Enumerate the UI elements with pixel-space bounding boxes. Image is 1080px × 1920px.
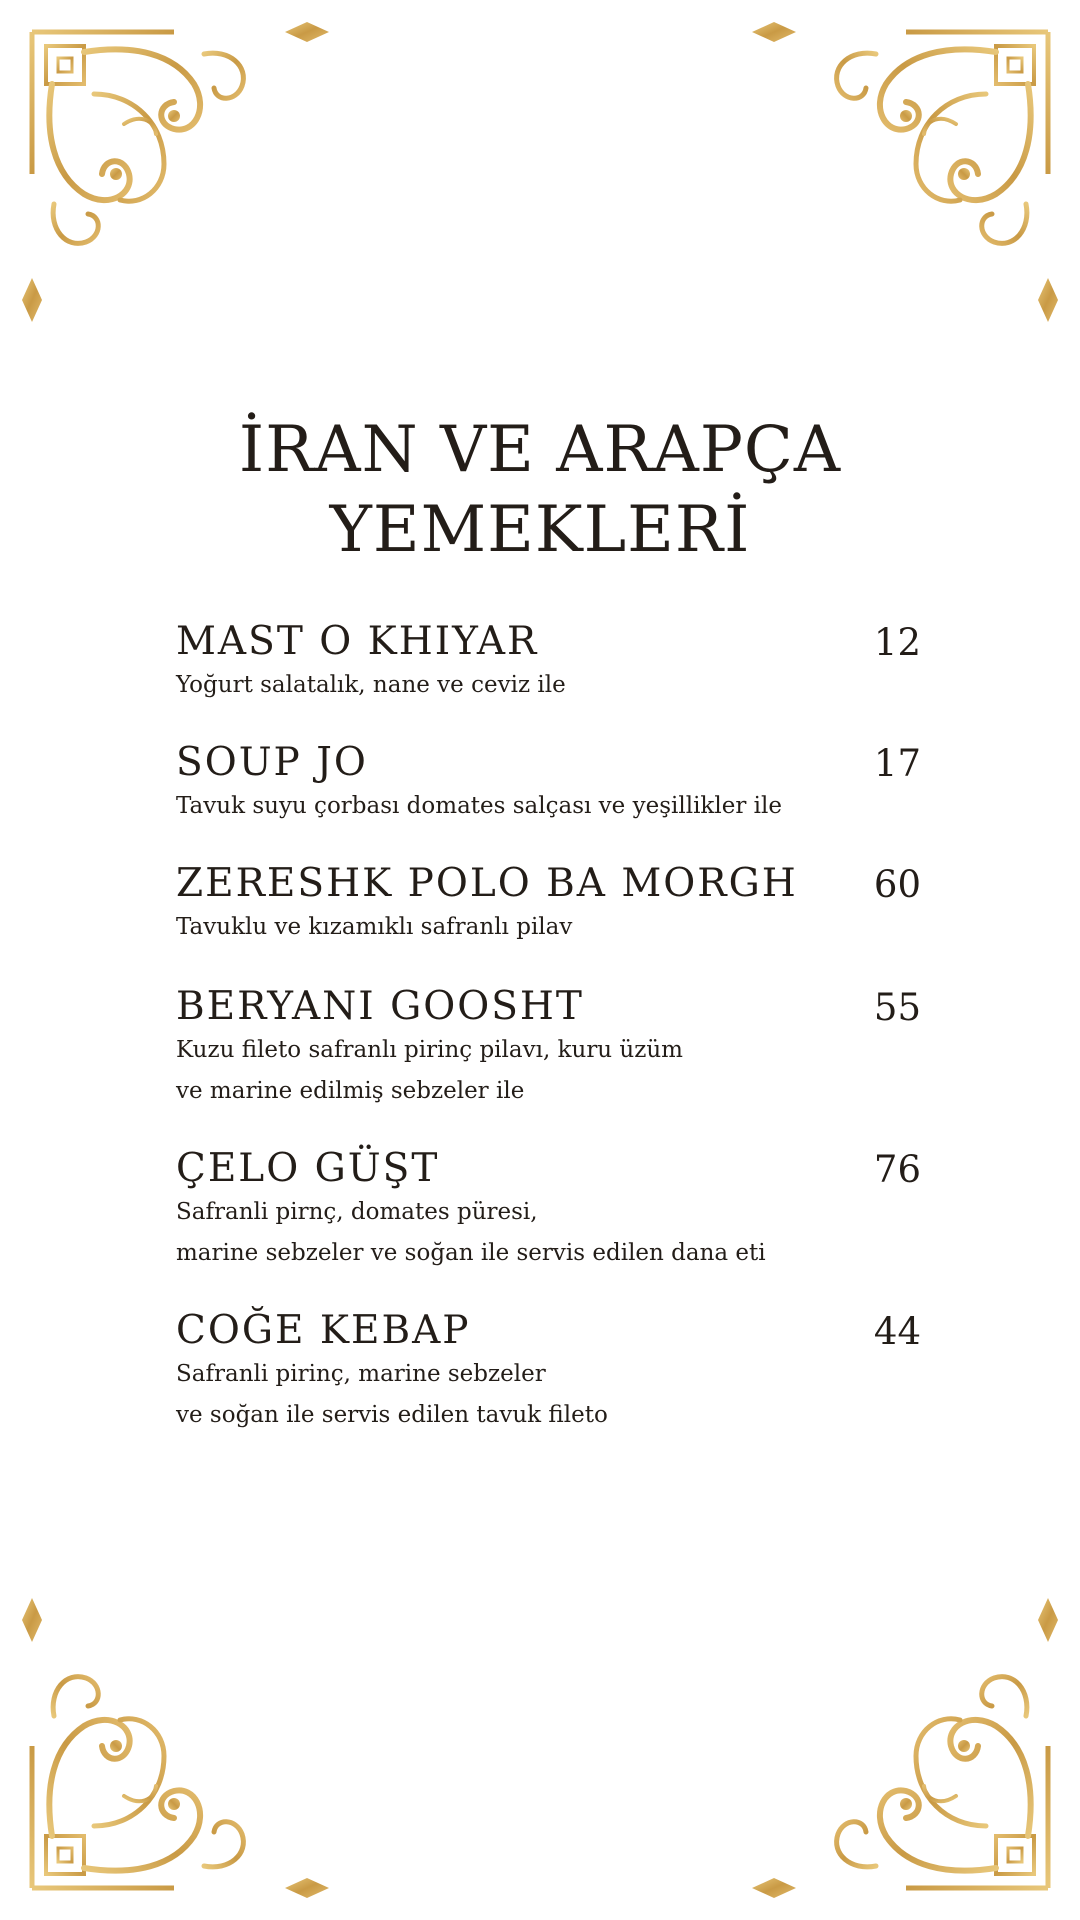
menu-item-description: Tavuk suyu çorbası domates salçası ve yeşillikler ile (176, 793, 782, 819)
diamond-icon (1038, 1598, 1058, 1642)
menu-item-description: Safranli pirinç, marine sebzeler (176, 1361, 546, 1387)
menu-item-description: Yoğurt salatalık, nane ve ceviz ile (176, 672, 566, 698)
diamond-icon (22, 1598, 42, 1642)
menu-item-price: 76 (873, 1148, 921, 1191)
diamond-icon (752, 1878, 796, 1898)
diamond-icon (285, 1878, 329, 1898)
diamond-icon (1038, 278, 1058, 322)
diamond-icon (22, 278, 42, 322)
menu-item-name: ZERESHK POLO BA MORGH (176, 861, 798, 906)
menu-item-price: 17 (873, 742, 921, 785)
menu-item-price: 12 (873, 621, 921, 664)
menu-item-name: MAST O KHIYAR (176, 619, 539, 664)
menu-item-description: Kuzu fileto safranlı pirinç pilavı, kuru üzüm (176, 1037, 683, 1063)
menu-item-description: Safranli pirnç, domates püresi, (176, 1199, 538, 1225)
page-title-line-1: İRAN VE ARAPÇA (238, 413, 842, 487)
menu-item-price: 55 (873, 986, 921, 1029)
menu-item-price: 44 (873, 1310, 921, 1353)
menu-item-price: 60 (873, 863, 921, 906)
diamond-icon (285, 22, 329, 42)
menu-item-description: marine sebzeler ve soğan ile servis edilen dana eti (176, 1240, 766, 1266)
menu-item-name: BERYANI GOOSHT (176, 984, 584, 1029)
menu-item-description: Tavuklu ve kızamıklı safranlı pilav (176, 914, 573, 940)
diamond-icon (752, 22, 796, 42)
ornate-scroll-corner-icon (32, 1677, 243, 1888)
menu-item-description: ve marine edilmiş sebzeler ile (176, 1078, 525, 1104)
ornate-scroll-corner-icon (837, 1677, 1048, 1888)
menu-item-description: ve soğan ile servis edilen tavuk fileto (176, 1402, 608, 1428)
menu-item-name: COĞE KEBAP (176, 1308, 471, 1353)
ornate-scroll-corner-icon (32, 32, 243, 243)
menu-item-name: SOUP JO (176, 740, 368, 785)
ornate-scroll-corner-icon (837, 32, 1048, 243)
page-title-line-2: YEMEKLERİ (329, 493, 751, 567)
menu-item-name: ÇELO GÜŞT (176, 1146, 440, 1191)
